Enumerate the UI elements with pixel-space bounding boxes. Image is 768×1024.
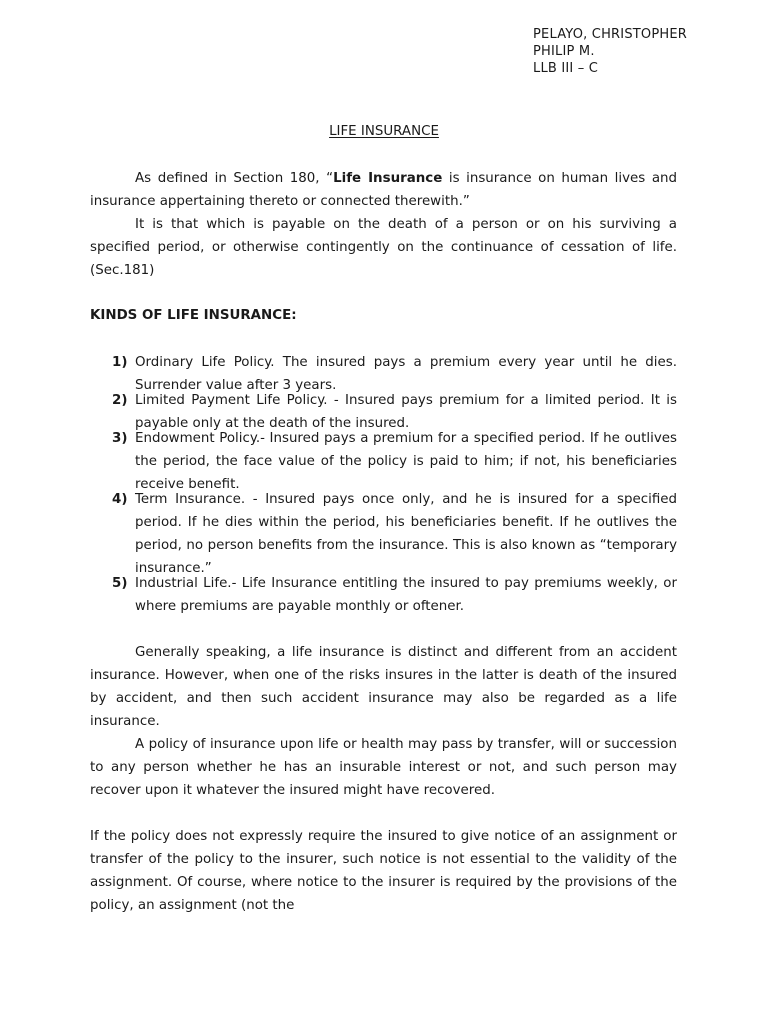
kind-item-5 xyxy=(90,572,677,618)
kind-number: 1) xyxy=(112,355,128,370)
author-name-line2: PHILIP M. xyxy=(533,44,595,59)
document-title: LIFE INSURANCE xyxy=(329,124,439,139)
kind-text: Term Insurance. - Insured pays once only, and he is insured for a specified period. If he dies within the period, his beneficiaries benefit. If he outlives the period, no person benefits from the insurance. This is also known as “temporary insurance.” xyxy=(135,492,677,576)
definition-paragraph xyxy=(90,167,677,213)
kind-number: 4) xyxy=(112,492,128,507)
notice-paragraph: If the policy does not expressly require the insured to give notice of an assignment or transfer of the policy to the insurer, such notice is not essential to the validity of the assignment. Of course, where notice to the insurer is required by the provisions of the policy, an assignment (not the xyxy=(90,829,677,913)
kind-text: Limited Payment Life Policy. - Insured pays premium for a limited period. It is payable only at the death of the insured. xyxy=(135,393,677,431)
generally-paragraph: Generally speaking, a life insurance is distinct and different from an accident insurance. However, when one of the risks insures in the latter is death of the insured by accident, and then such accident insurance may also be regarded as a life insurance. xyxy=(90,645,677,729)
kind-number: 3) xyxy=(112,431,128,446)
kind-item-3 xyxy=(90,427,677,496)
kinds-heading: KINDS OF LIFE INSURANCE: xyxy=(90,308,297,323)
author-class: LLB III – C xyxy=(533,61,599,76)
author-block xyxy=(533,26,687,77)
document-title-wrap xyxy=(0,122,768,142)
kind-item-4 xyxy=(90,488,677,580)
kind-text: Industrial Life.- Life Insurance entitling the insured to pay premiums weekly, or where premiums are payable monthly or oftener. xyxy=(135,576,677,614)
definition-post: is insurance on human lives and insurance appertaining thereto or connected therewith.” xyxy=(90,171,678,209)
kind-number: 2) xyxy=(112,393,128,408)
definition-term: Life Insurance xyxy=(333,171,443,186)
policy-transfer-paragraph: A policy of insurance upon life or health may pass by transfer, will or succession to any person whether he has an insurable interest or not, and such person may recover upon it whatever the insured might have recovered. xyxy=(90,737,677,798)
definition-pre: As defined in Section 180, “ xyxy=(135,171,334,186)
author-name-line1: PELAYO, CHRISTOPHER xyxy=(533,27,688,42)
kind-text: Ordinary Life Policy. The insured pays a premium every year until he dies. Surrender value after 3 years. xyxy=(135,355,677,393)
kind-number: 5) xyxy=(112,576,128,591)
payable-paragraph: It is that which is payable on the death of a person or on his surviving a specified period, or otherwise contingently on the continuance of cessation of life. (Sec.181) xyxy=(90,217,677,278)
kind-text: Endowment Policy.- Insured pays a premium for a specified period. If he outlives the period, the face value of the policy is paid to him; if not, his beneficiaries receive benefit. xyxy=(135,431,677,492)
